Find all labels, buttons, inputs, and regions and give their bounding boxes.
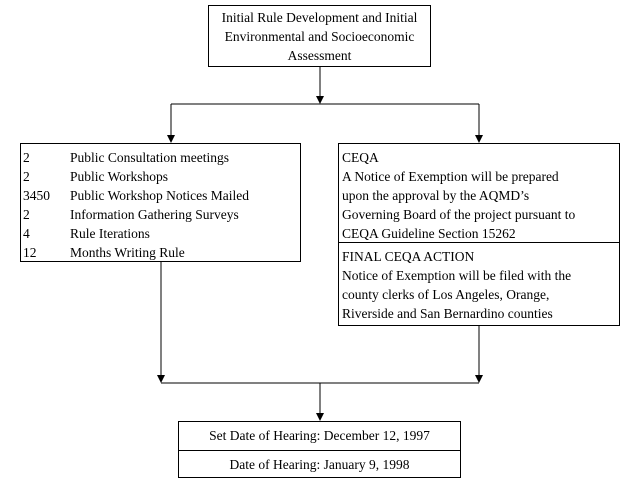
hearing-date: Date of Hearing: January 9, 1998 [229,457,410,472]
metric-label: Public Workshop Notices Mailed [70,188,250,203]
metric-row [23,205,300,224]
hearing-box [178,421,461,478]
metric-label: Rule Iterations [70,226,150,241]
ceqa-box [338,143,620,326]
final-ceqa-line: Notice of Exemption will be filed with the [342,268,572,283]
metric-row [23,243,300,262]
metric-label: Months Writing Rule [70,245,185,260]
metric-count: 2 [23,169,30,184]
ceqa-line: Governing Board of the project pursuant to [342,207,576,222]
metric-label: Public Workshops [70,169,169,184]
ceqa-title: CEQA [342,150,379,165]
metric-count: 12 [23,245,37,260]
metric-row [23,167,300,186]
metric-row [23,148,300,167]
top-line: Assessment [287,48,352,63]
top-line: Initial Rule Development and Initial [221,10,418,25]
top-line: Environmental and Socioeconomic [224,29,415,44]
metric-count: 2 [23,150,30,165]
set-hearing-date: Set Date of Hearing: December 12, 1997 [209,428,430,443]
metric-count: 4 [23,226,30,241]
metric-count: 3450 [23,188,50,203]
final-ceqa-line: Riverside and San Bernardino counties [342,306,553,321]
metric-label: Public Consultation meetings [70,150,229,165]
initial-development-box [208,5,431,67]
metric-row [23,224,300,243]
final-ceqa-section [339,243,619,323]
ceqa-line: CEQA Guideline Section 15262 [342,226,516,241]
metric-count: 2 [23,207,30,222]
final-ceqa-title: FINAL CEQA ACTION [342,249,475,264]
metric-row [23,186,300,205]
ceqa-line: upon the approval by the AQMD’s [342,188,530,203]
outreach-metrics-box [20,143,301,262]
ceqa-line: A Notice of Exemption will be prepared [342,169,559,184]
final-ceqa-line: county clerks of Los Angeles, Orange, [342,287,550,302]
ceqa-section [339,144,619,243]
metric-label: Information Gathering Surveys [70,207,239,222]
